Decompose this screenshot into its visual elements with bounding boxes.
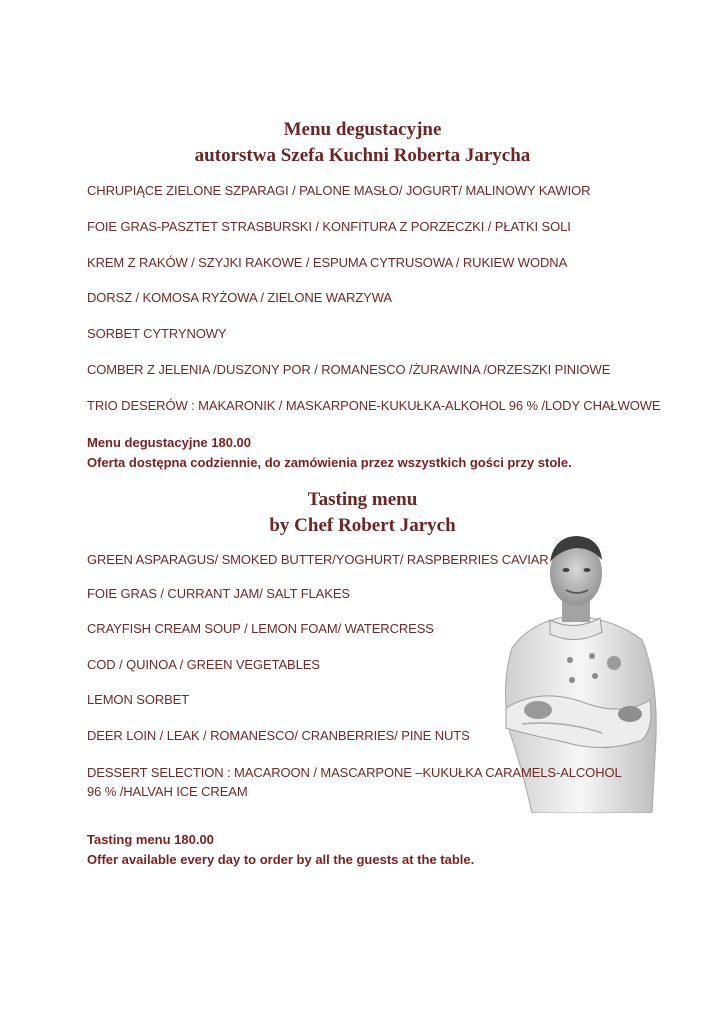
polish-offer: Oferta dostępna codziennie, do zamówienia przez wszystkich gości przy stole. — [87, 455, 572, 470]
english-note — [87, 830, 474, 870]
polish-price: Menu degustacyjne 180.00 — [87, 435, 252, 450]
polish-menu-item: SORBET CYTRYNOWY — [87, 326, 227, 341]
polish-menu-item: CHRUPIĄCE ZIELONE SZPARAGI / PALONE MASŁO/ JOGURT/ MALINOWY KAWIOR — [87, 183, 591, 198]
polish-menu-item: KREM Z RAKÓW / SZYJKI RAKOWE / ESPUMA CYTRUSOWA / RUKIEW WODNA — [87, 255, 568, 270]
english-menu-item: CRAYFISH CREAM SOUP / LEMON FOAM/ WATERCRESS — [87, 621, 434, 636]
english-title-line2: by Chef Robert Jarych — [269, 515, 456, 536]
polish-menu-item: DORSZ / KOMOSA RYŻOWA / ZIELONE WARZYWA — [87, 290, 393, 305]
english-price: Tasting menu 180.00 — [87, 832, 214, 847]
english-menu-item: LEMON SORBET — [87, 692, 190, 707]
polish-note — [87, 433, 572, 473]
polish-menu-item: TRIO DESERÓW : MAKARONIK / MASKARPONE-KUKUŁKA-ALKOHOL 96 % /LODY CHAŁWOWE — [87, 398, 661, 413]
english-menu-item: FOIE GRAS / CURRANT JAM/ SALT FLAKES — [87, 586, 350, 601]
polish-title-line1: Menu degustacyjne — [283, 119, 442, 140]
polish-menu-item: COMBER Z JELENIA /DUSZONY POR / ROMANESCO /ŻURAWINA /ORZESZKI PINIOWE — [87, 362, 611, 377]
english-title-line1: Tasting menu — [307, 489, 418, 510]
english-offer: Offer available every day to order by all the guests at the table. — [87, 852, 475, 867]
polish-title — [0, 117, 725, 169]
polish-menu-item: FOIE GRAS-PASZTET STRASBURSKI / KONFITURA Z PORZECZKI / PŁATKI SOLI — [87, 219, 571, 234]
polish-title-line2: autorstwa Szefa Kuchni Roberta Jarycha — [194, 145, 531, 166]
english-menu-item: DEER LOIN / LEAK / ROMANESCO/ CRANBERRIES/ PINE NUTS — [87, 728, 470, 743]
english-menu-item: DESSERT SELECTION : MACAROON / MASCARPONE –KUKUŁKA CARAMELS-ALCOHOL 96 % /HALVAH ICE CREAM — [87, 765, 622, 799]
english-menu-item: GREEN ASPARAGUS/ SMOKED BUTTER/YOGHURT/ RASPBERRIES CAVIAR — [87, 552, 549, 567]
english-menu-item: COD / QUINOA / GREEN VEGETABLES — [87, 657, 320, 672]
